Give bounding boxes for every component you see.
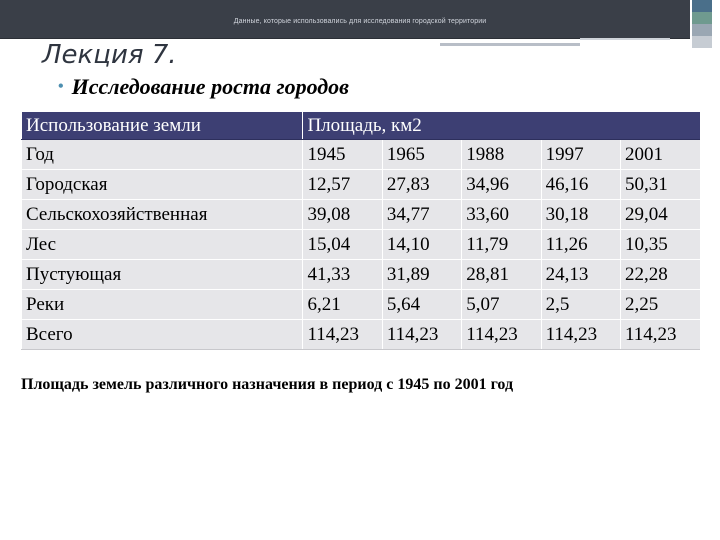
table-cell: 1965 [382,140,461,170]
table-row [22,170,701,200]
table-cell: 11,79 [462,230,541,260]
table-cell: 11,26 [541,230,620,260]
header-land-use: Использование земли [22,112,303,140]
table-cell: 39,08 [303,200,382,230]
row-label: Всего [22,320,303,350]
table-body [22,140,701,350]
decor-block [692,12,712,24]
table-cell: 28,81 [462,260,541,290]
table-cell: 41,33 [303,260,382,290]
table-cell: 114,23 [621,320,701,350]
table-cell: 114,23 [382,320,461,350]
bullet-icon: • [58,78,64,95]
decorative-color-strip [692,0,712,48]
table-row [22,200,701,230]
table-cell: 30,18 [541,200,620,230]
table-cell: 24,13 [541,260,620,290]
decor-block [692,24,712,36]
header-caption: Данные, которые использовались для исследования городской территории [233,18,487,25]
table-cell: 1945 [303,140,382,170]
table-cell: 12,57 [303,170,382,200]
row-label: Реки [22,290,303,320]
table-row [22,230,701,260]
header-area: Площадь, км2 [303,112,700,140]
land-use-table [21,112,700,350]
table-cell: 33,60 [462,200,541,230]
decor-block [692,0,712,12]
table-cell: 10,35 [621,230,701,260]
table-cell: 5,07 [462,290,541,320]
table-cell: 31,89 [382,260,461,290]
decor-block [692,36,712,48]
table-header-row [22,112,701,140]
table-cell: 1997 [541,140,620,170]
table-row [22,290,701,320]
table-cell: 114,23 [462,320,541,350]
decorative-line [580,38,670,40]
table-caption: Площадь земель различного назначения в период с 1945 по 2001 год [21,376,514,393]
table-row [22,320,701,350]
row-label: Сельскохозяйственная [22,200,303,230]
table-cell: 2,5 [541,290,620,320]
decorative-line [440,43,580,46]
table-row [22,260,701,290]
table-cell: 6,21 [303,290,382,320]
bullet-text: Исследование роста городов [71,74,350,99]
table-cell: 14,10 [382,230,461,260]
table-cell: 5,64 [382,290,461,320]
table-cell: 29,04 [621,200,701,230]
row-label: Лес [22,230,303,260]
table-cell: 1988 [462,140,541,170]
table-cell: 50,31 [621,170,701,200]
row-label: Год [22,140,303,170]
table-cell: 2001 [621,140,701,170]
slide-title: Лекция 7. [42,40,177,70]
table-cell: 22,28 [621,260,701,290]
table-cell: 34,77 [382,200,461,230]
table-cell: 114,23 [303,320,382,350]
table-cell: 15,04 [303,230,382,260]
table-row [22,140,701,170]
table-cell: 2,25 [621,290,701,320]
slide-bullet [58,74,349,100]
table-cell: 46,16 [541,170,620,200]
row-label: Городская [22,170,303,200]
table-cell: 34,96 [462,170,541,200]
table-cell: 27,83 [382,170,461,200]
table-cell: 114,23 [541,320,620,350]
row-label: Пустующая [22,260,303,290]
